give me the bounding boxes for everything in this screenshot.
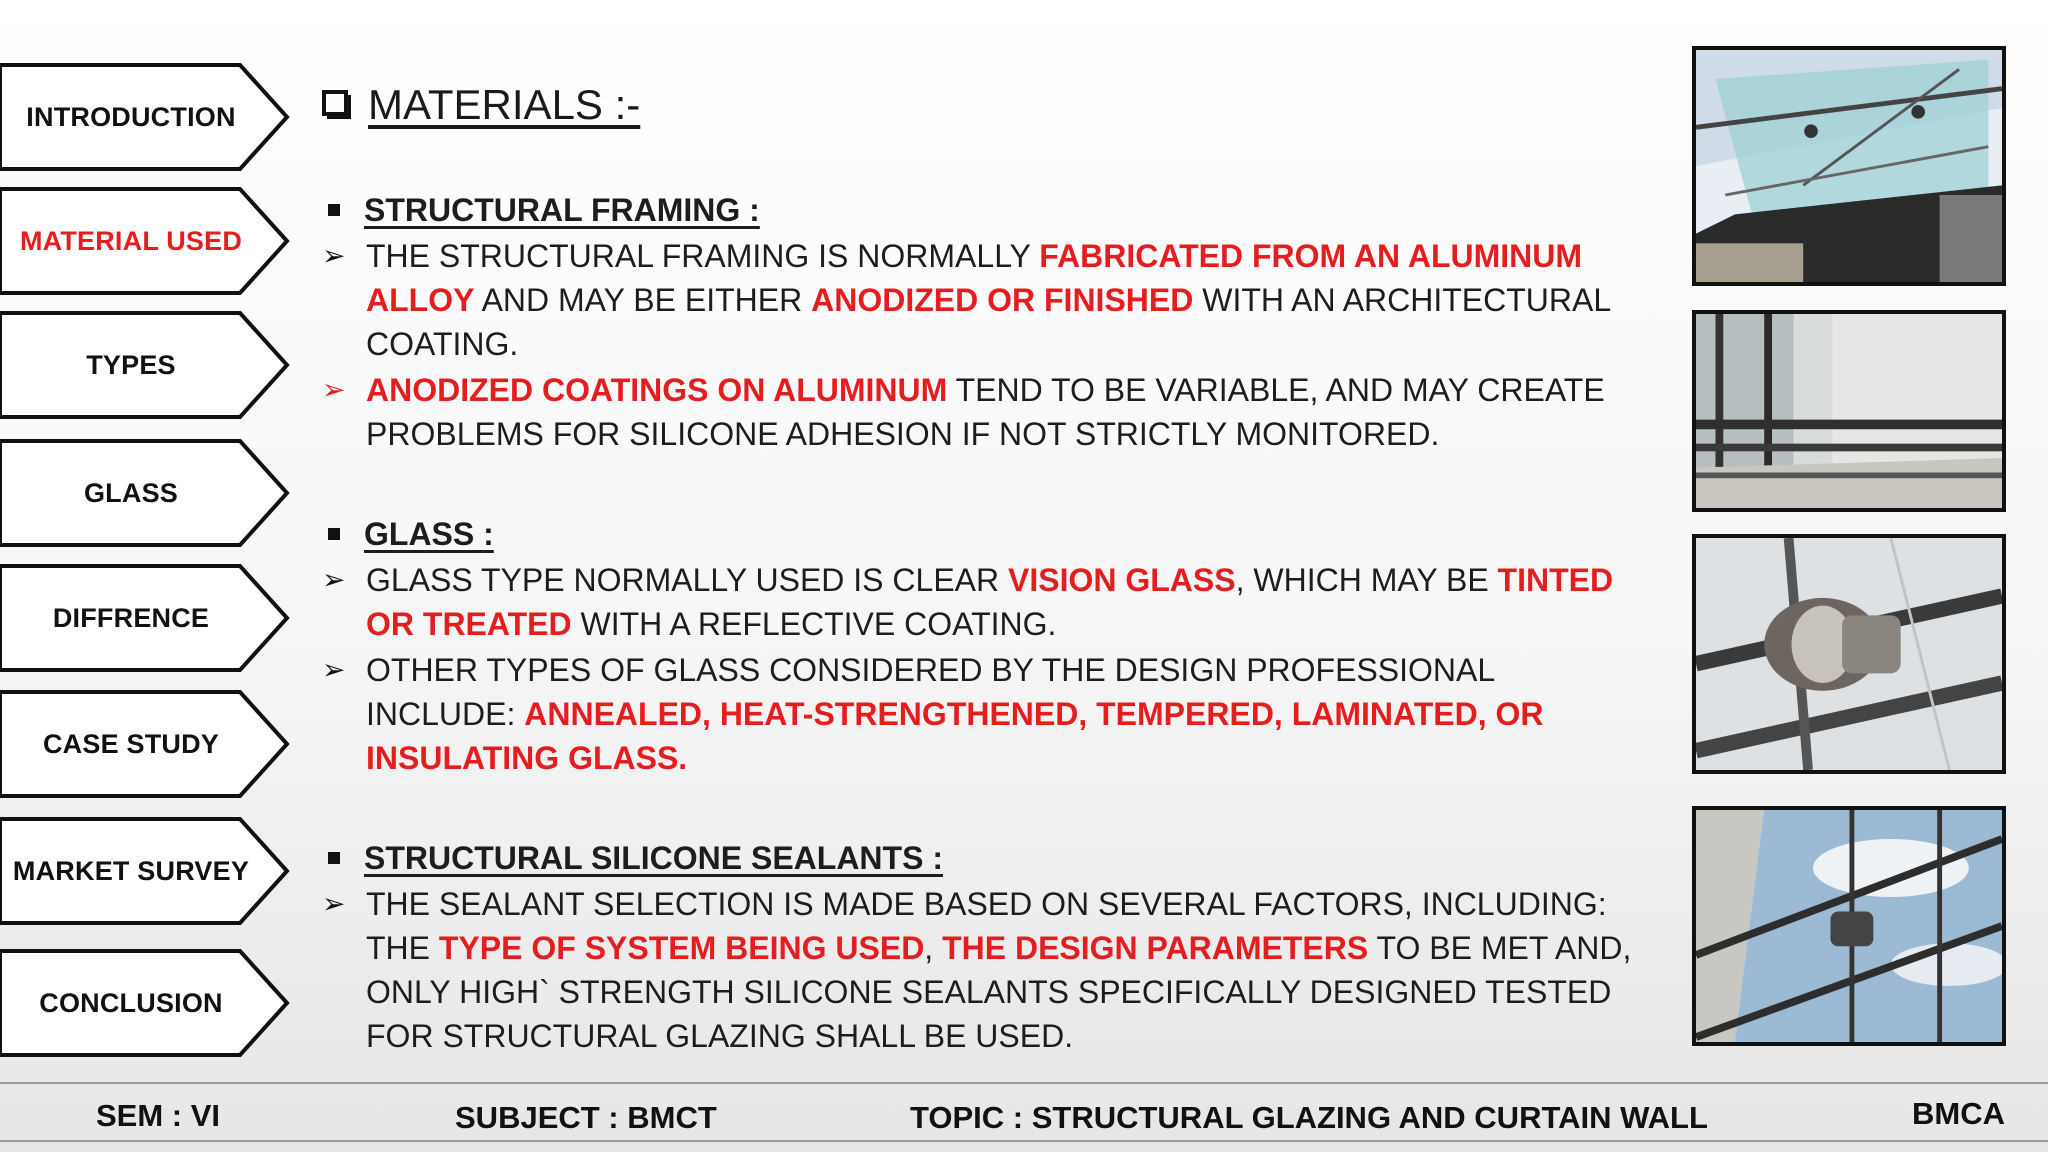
highlighted-text: FABRICATED FROM AN ALUMINUM ALLOY	[366, 238, 1583, 318]
body-text: ,	[924, 930, 943, 966]
square-bullet-icon	[328, 528, 340, 540]
square-bullet-icon	[328, 852, 340, 864]
bullet-point	[322, 882, 1652, 1058]
arrow-bullet-icon: ➢	[322, 564, 346, 595]
bullet-text	[366, 882, 1652, 1058]
bullet-point	[322, 234, 1652, 366]
highlighted-text: TYPE OF SYSTEM BEING USED	[438, 930, 925, 966]
highlighted-text: THE DESIGN PARAMETERS	[942, 930, 1369, 966]
body-text: AND MAY BE EITHER	[474, 282, 812, 318]
arrow-bullet-icon: ➢	[322, 374, 346, 405]
highlighted-text: VISION GLASS	[1008, 562, 1236, 598]
footer-org: BMCA	[1912, 1096, 2005, 1131]
bullet-text	[366, 368, 1652, 456]
glass-wall-base-photo	[1692, 310, 2006, 512]
body-text: TEND TO BE VARIABLE, AND MAY CREATE PROBLEMS FOR SILICONE ADHESION IF NOT STRICTLY MONITORED.	[366, 372, 1605, 452]
sidebar-item-market-survey[interactable]	[0, 816, 292, 926]
sidebar-item-conclusion[interactable]	[0, 948, 292, 1058]
arrow-bullet-icon: ➢	[322, 654, 346, 685]
body-text: WITH A REFLECTIVE COATING.	[571, 606, 1057, 642]
sidebar-item-case-study[interactable]	[0, 689, 292, 799]
body-text: OTHER TYPES OF GLASS CONSIDERED BY THE DESIGN PROFESSIONAL INCLUDE:	[366, 652, 1494, 732]
section-heading: STRUCTURAL SILICONE SEALANTS :	[364, 839, 943, 876]
sidebar-item-label: DIFFRENCE	[52, 602, 210, 633]
cable-facade-photo	[1692, 806, 2006, 1046]
highlighted-text: ANNEALED, HEAT-STRENGTHENED, TEMPERED, LAMINATED, OR INSULATING GLASS.	[366, 696, 1544, 776]
square-bullet-icon	[328, 204, 340, 216]
sidebar-item-glass[interactable]	[0, 438, 292, 548]
section-heading-row	[322, 512, 1652, 556]
sidebar-item-types[interactable]	[0, 310, 292, 420]
body-text: THE SEALANT SELECTION IS MADE BASED ON SEVERAL FACTORS, INCLUDING: THE	[366, 886, 1607, 966]
checkbox-bullet-icon	[322, 90, 348, 116]
sections-container	[322, 188, 1652, 1058]
content-section	[322, 836, 1652, 1058]
arrow-bullet-icon: ➢	[322, 888, 346, 919]
section-heading: STRUCTURAL FRAMING :	[364, 191, 760, 228]
bullet-point	[322, 648, 1652, 780]
bullet-text	[366, 234, 1652, 366]
spider-clamp-photo	[1692, 534, 2006, 774]
content-section	[322, 188, 1652, 456]
sidebar-item-label: CASE STUDY	[42, 728, 220, 759]
section-heading: GLASS :	[364, 515, 494, 552]
highlighted-text: ANODIZED COATINGS ON ALUMINUM	[366, 372, 948, 408]
section-heading-row	[322, 188, 1652, 232]
sidebar-nav	[0, 0, 300, 1080]
bullet-point	[322, 558, 1652, 646]
bullet-text	[366, 558, 1652, 646]
body-text: GLASS TYPE NORMALLY USED IS CLEAR	[366, 562, 1008, 598]
bullet-text	[366, 648, 1652, 780]
body-text: WITH AN ARCHITECTURAL COATING.	[366, 282, 1610, 362]
sidebar-item-label: INTRODUCTION	[26, 101, 236, 132]
body-text: , WHICH MAY BE	[1235, 562, 1498, 598]
bullet-point	[322, 368, 1652, 456]
sidebar-item-label: CONCLUSION	[39, 987, 223, 1018]
sidebar-item-label: MATERIAL USED	[19, 225, 243, 256]
highlighted-text: ANODIZED OR FINISHED	[811, 282, 1194, 318]
footer-semester: SEM : VI	[96, 1098, 221, 1133]
sidebar-item-introduction[interactable]	[0, 62, 292, 172]
highlighted-text: TINTED OR TREATED	[366, 562, 1614, 642]
sidebar-item-material-used[interactable]	[0, 186, 292, 296]
slide-content	[322, 70, 1652, 1058]
arrow-bullet-icon: ➢	[322, 240, 346, 271]
footer-topic: TOPIC : STRUCTURAL GLAZING AND CURTAIN WALL	[910, 1100, 1708, 1135]
footer-divider-bottom	[0, 1140, 2048, 1142]
body-text: THE STRUCTURAL FRAMING IS NORMALLY	[366, 238, 1040, 274]
footer-subject: SUBJECT : BMCT	[455, 1100, 717, 1135]
content-section	[322, 512, 1652, 780]
footer-divider-top	[0, 1082, 2048, 1084]
sidebar-item-label: MARKET SURVEY	[12, 855, 250, 886]
body-text: TO BE MET AND, ONLY HIGH` STRENGTH SILICONE SEALANTS SPECIFICALLY DESIGNED TESTED FOR STRUCTURAL GLAZING SHALL BE USED.	[366, 930, 1632, 1054]
page-title: MATERIALS :-	[368, 81, 641, 128]
glass-canopy-photo	[1692, 46, 2006, 286]
sidebar-item-label: TYPES	[86, 349, 176, 380]
sidebar-item-diffrence[interactable]	[0, 563, 292, 673]
section-heading-row	[322, 836, 1652, 880]
sidebar-item-label: GLASS	[83, 477, 178, 508]
title-row	[322, 70, 1652, 140]
